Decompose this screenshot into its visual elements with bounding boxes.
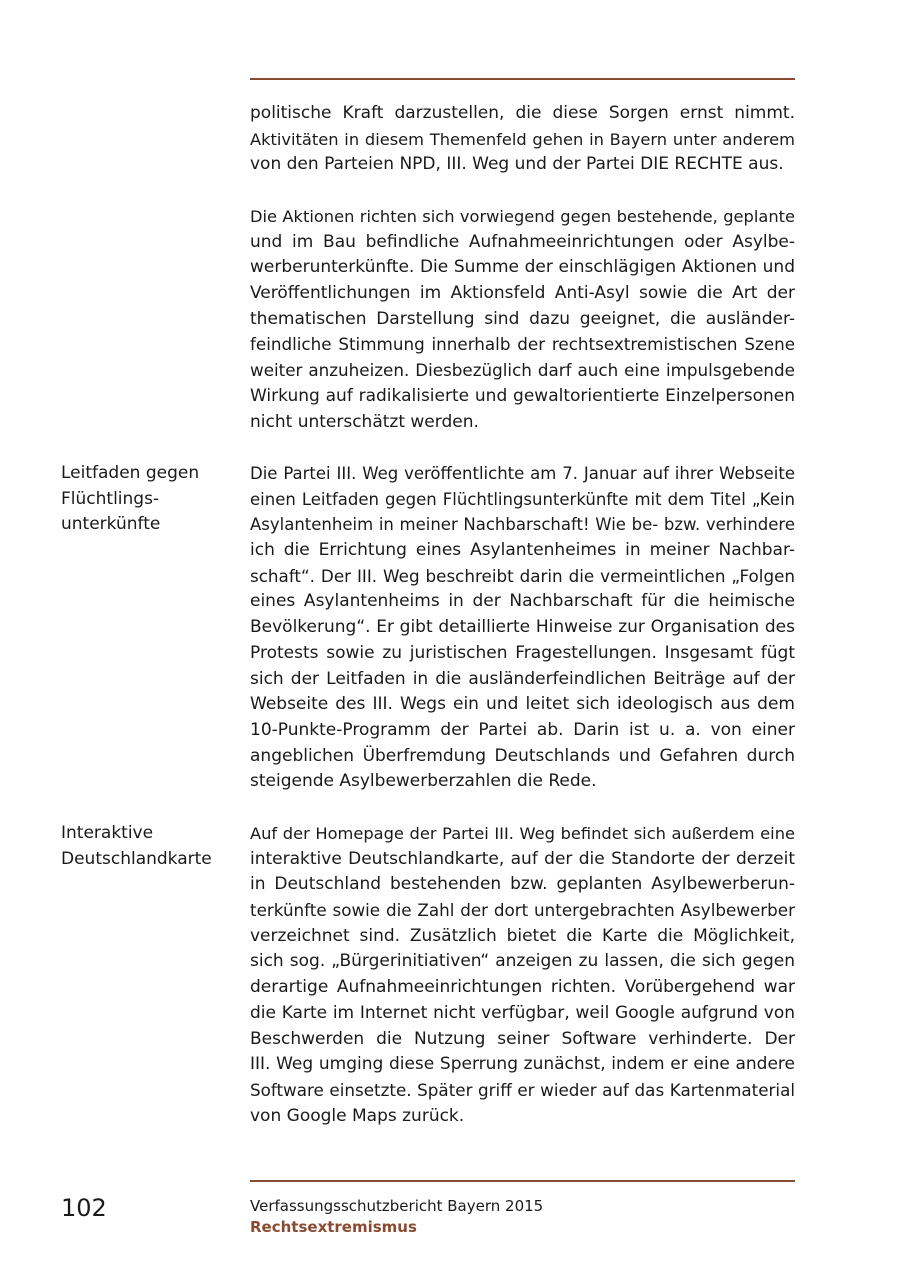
body-paragraph-1 bbox=[250, 101, 795, 178]
body-paragraph-3 bbox=[250, 461, 795, 795]
text-line: Protests sowie zu juristischen Fragestellungen. Insgesamt fügt bbox=[250, 642, 795, 663]
text-line: Die Partei III. Weg veröffentlichte am 7. Januar auf ihrer Webseite bbox=[250, 464, 795, 483]
text-line: steigende Asylbewerberzahlen die Rede. bbox=[250, 771, 597, 792]
text-line: Bevölkerung“. Er gibt detaillierte Hinweise zur Organisation des bbox=[250, 617, 795, 638]
text-line: die Karte im Internet nicht verfügbar, weil Google aufgrund von bbox=[250, 1002, 795, 1023]
text-line: und im Bau befindliche Aufnahmeeinrichtungen oder Asylbe- bbox=[250, 231, 795, 252]
header-rule bbox=[250, 78, 795, 80]
margin-note-deutschlandkarte bbox=[61, 821, 241, 872]
text-line: Beschwerden die Nutzung seiner Software verhinderte. Der bbox=[250, 1028, 795, 1049]
text-line: derartige Aufnahmeeinrichtungen richten. Vorübergehend war bbox=[250, 977, 795, 998]
text-line: Auf der Homepage der Partei III. Weg befindet sich außerdem eine bbox=[250, 824, 795, 843]
margin-note-line: Deutschlandkarte bbox=[61, 848, 212, 869]
text-line: angeblichen Überfremdung Deutschlands und Gefahren durch bbox=[250, 745, 795, 766]
footer-rule bbox=[250, 1180, 795, 1182]
text-line: terkünfte sowie die Zahl der dort untergebrachten Asylbewerber bbox=[250, 900, 795, 921]
margin-note-line: Flüchtlings- bbox=[61, 488, 160, 509]
text-line: schaft“. Der III. Weg beschreibt darin die vermeintlichen „Folgen bbox=[250, 565, 795, 586]
body-paragraph-4 bbox=[250, 821, 795, 1129]
text-line: Wirkung auf radikalisierte und gewaltorientierte Einzelpersonen bbox=[250, 385, 795, 406]
text-line: nicht unterschätzt werden. bbox=[250, 411, 479, 432]
text-line: 10-Punkte-Programm der Partei ab. Darin ist u. a. von einer bbox=[250, 719, 795, 740]
text-line: weiter anzuheizen. Diesbezüglich darf auch eine impulsgebende bbox=[250, 360, 795, 381]
margin-note-leitfaden bbox=[61, 461, 241, 538]
text-line: interaktive Deutschlandkarte, auf der die Standorte der derzeit bbox=[250, 848, 795, 869]
text-line: thematischen Darstellung sind dazu geeignet, die ausländer- bbox=[250, 308, 795, 329]
text-line: ich die Errichtung eines Asylantenheimes in meiner Nachbar- bbox=[250, 540, 795, 561]
text-line: eines Asylantenheims in der Nachbarschaft für die heimische bbox=[250, 591, 795, 612]
section-title: Rechtsextremismus bbox=[250, 1218, 417, 1236]
body-paragraph-2 bbox=[250, 204, 795, 435]
text-line: Veröffentlichungen im Aktionsfeld Anti-Asyl sowie die Art der bbox=[250, 283, 795, 304]
text-line: in Deutschland bestehenden bzw. geplanten Asylbewerberun- bbox=[250, 874, 795, 895]
text-line: von den Parteien NPD, III. Weg und der Partei DIE RECHTE aus. bbox=[250, 154, 784, 175]
page-number: 102 bbox=[61, 1194, 107, 1222]
report-title: Verfassungsschutzbericht Bayern 2015 bbox=[250, 1197, 544, 1215]
text-line: von Google Maps zurück. bbox=[250, 1105, 465, 1126]
text-line: sich der Leitfaden in die ausländerfeindlichen Beiträge auf der bbox=[250, 668, 795, 689]
text-line: Aktivitäten in diesem Themenfeld gehen in Bayern unter anderem bbox=[250, 129, 795, 149]
text-line: verzeichnet sind. Zusätzlich bietet die Karte die Möglichkeit, bbox=[250, 925, 795, 946]
text-line: feindliche Stimmung innerhalb der rechtsextremistischen Szene bbox=[250, 334, 795, 355]
margin-note-line: unterkünfte bbox=[61, 514, 161, 535]
footer bbox=[250, 1196, 543, 1238]
margin-note-line: Interaktive bbox=[61, 823, 154, 843]
text-line: sich sog. „Bürgerinitiativen“ anzeigen zu lassen, die sich gegen bbox=[250, 951, 795, 972]
text-line: Webseite des III. Wegs ein und leitet sich ideologisch aus dem bbox=[250, 694, 795, 715]
text-line: Die Aktionen richten sich vorwiegend gegen bestehende, geplante bbox=[250, 207, 795, 226]
text-line: einen Leitfaden gegen Flüchtlingsunterkünfte mit dem Titel „Kein bbox=[250, 489, 795, 509]
text-line: Asylantenheim in meiner Nachbarschaft! Wie be- bzw. verhindere bbox=[250, 515, 795, 535]
margin-note-line: Leitfaden gegen bbox=[61, 463, 200, 483]
text-line: werberunterkünfte. Die Summe der einschlägigen Aktionen und bbox=[250, 257, 795, 278]
text-line: Software einsetzte. Später griff er wieder auf das Kartenmaterial bbox=[250, 1079, 795, 1100]
text-line: III. Weg umging diese Sperrung zunächst, indem er eine andere bbox=[250, 1054, 795, 1075]
text-line: politische Kraft darzustellen, die diese Sorgen ernst nimmt. bbox=[250, 103, 795, 123]
